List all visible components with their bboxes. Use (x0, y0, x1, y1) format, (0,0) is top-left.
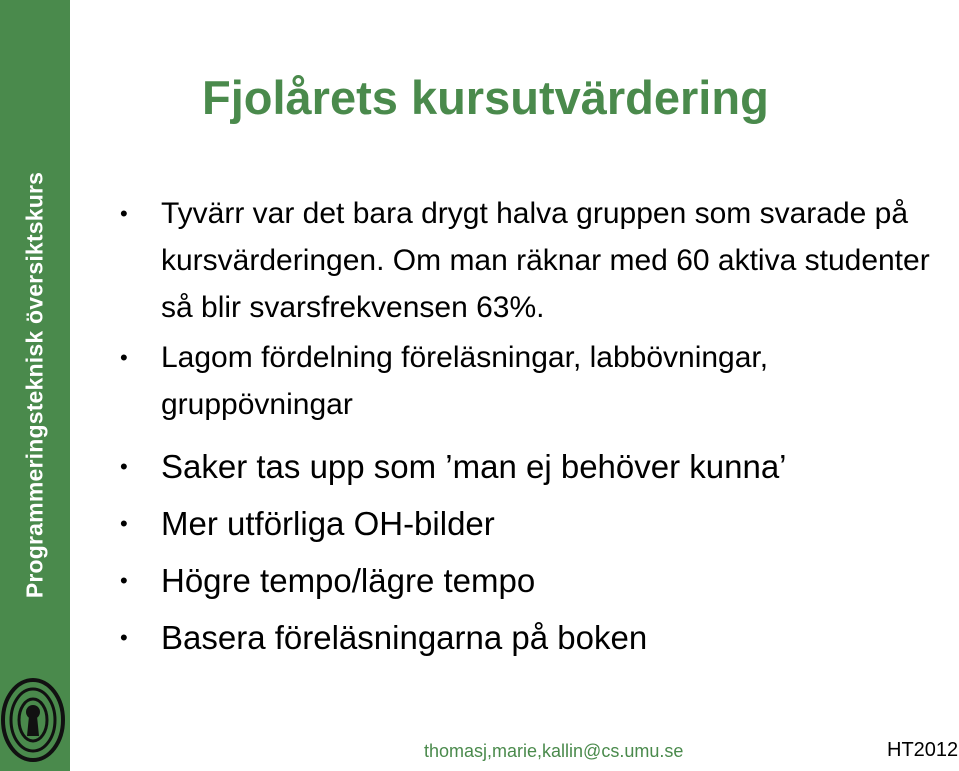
keyhole-logo-icon (0, 668, 70, 771)
list-item (120, 438, 950, 495)
list-item (120, 495, 950, 552)
list-item (120, 334, 950, 428)
footer-email: thomasj,marie,kallin@cs.umu.se (424, 741, 684, 761)
bullet-icon: • (120, 568, 128, 593)
list-item (120, 552, 950, 609)
bullet-icon: • (120, 201, 128, 226)
bullet-text: Basera föreläsningarna på boken (161, 619, 648, 656)
list-item (120, 190, 950, 331)
sidebar (0, 0, 70, 771)
bullet-text: Tyvärr var det bara drygt halva gruppen som svarade på kursvärderingen. Om man räknar med 60 aktiva studenter så blir svarsfrekvensen 63%. (161, 197, 930, 324)
bullet-icon: • (120, 625, 128, 650)
bullet-text: Mer utförliga OH-bilder (161, 505, 495, 542)
bullet-list (120, 190, 950, 666)
footer-term: HT2012 (887, 739, 959, 761)
bullet-icon: • (120, 345, 128, 370)
sidebar-course-title: Programmeringsteknisk översiktskurs (21, 171, 48, 599)
list-item (120, 609, 950, 666)
bullet-text: Saker tas upp som ’man ej behöver kunna’ (161, 448, 787, 485)
bullet-icon: • (120, 511, 128, 536)
bullet-icon: • (120, 454, 128, 479)
bullet-text: Lagom fördelning föreläsningar, labbövningar, gruppövningar (161, 341, 769, 421)
bullet-text: Högre tempo/lägre tempo (161, 562, 536, 599)
slide-title: Fjolårets kursutvärdering (202, 71, 769, 124)
